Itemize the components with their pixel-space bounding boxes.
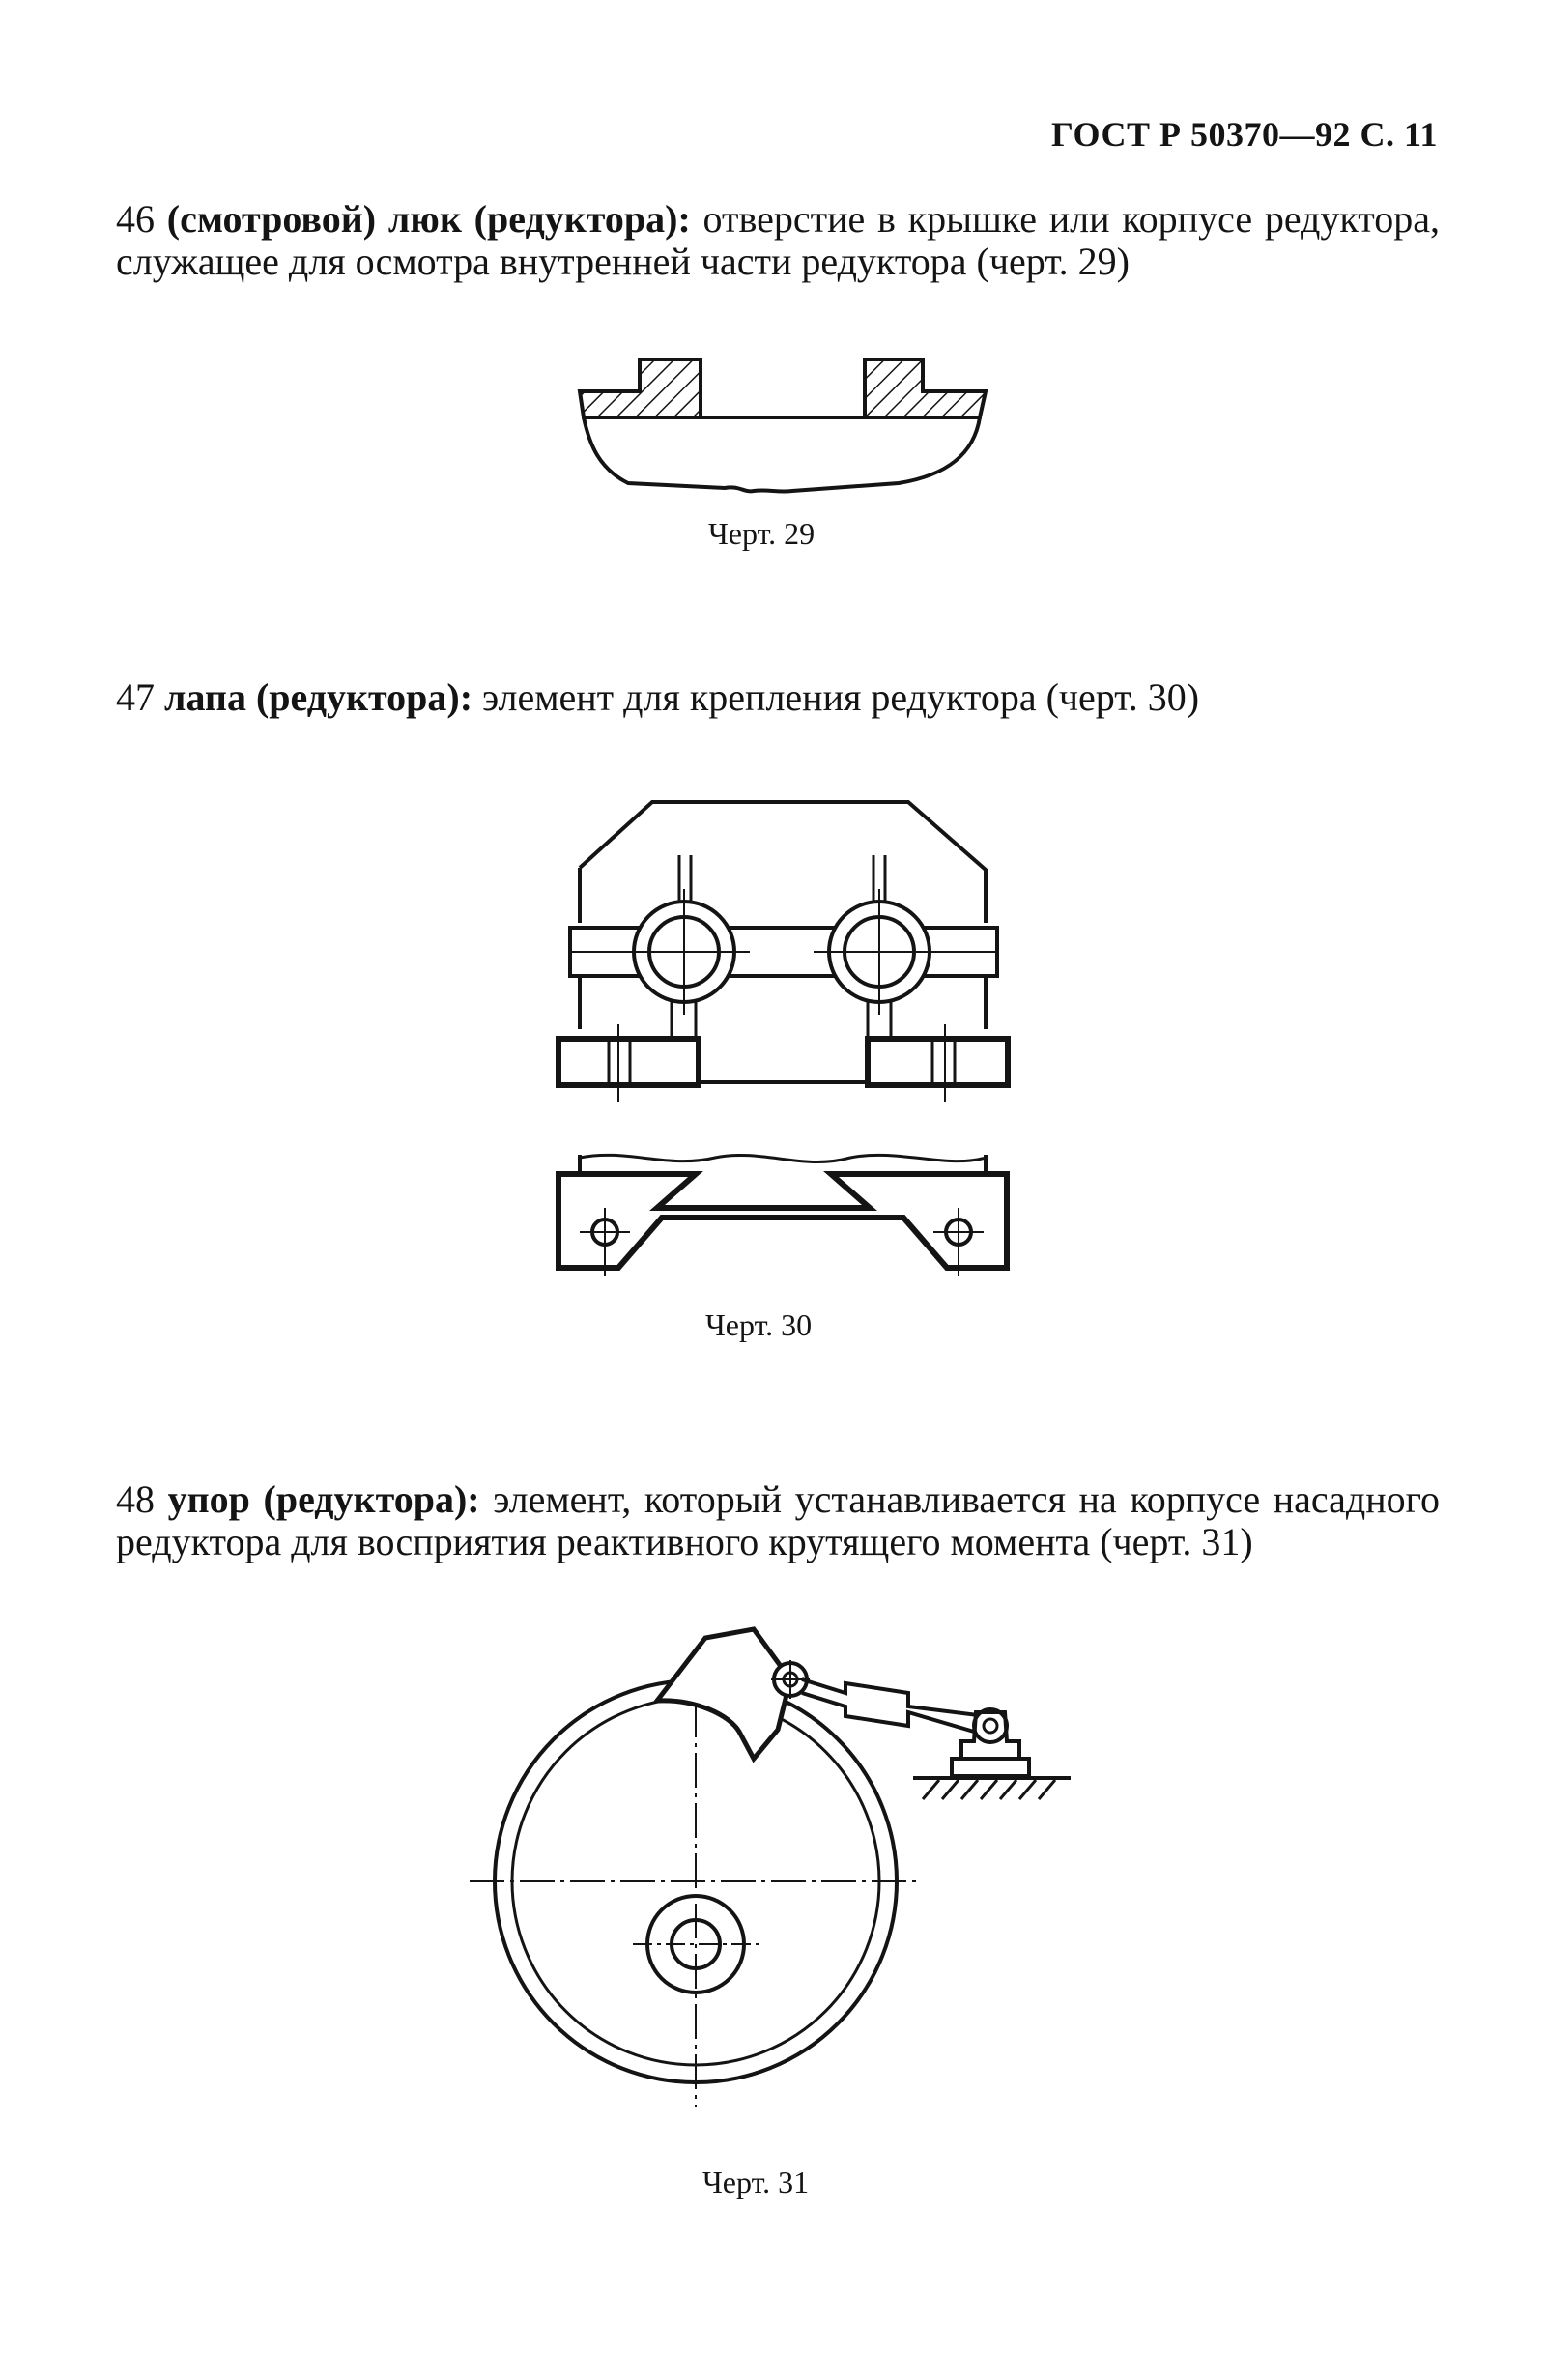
figure-30-caption: Черт. 30 [705, 1307, 813, 1342]
term-47 [116, 676, 1440, 719]
term-title: лапа (редуктора): [164, 675, 473, 719]
figure-29-hatch-drawing [570, 348, 995, 502]
hatch-left-flange [580, 359, 701, 417]
link-rod [802, 1679, 986, 1716]
figure-29-caption: Черт. 29 [708, 516, 816, 551]
term-title: упор (редуктора): [167, 1477, 480, 1521]
plan-wavy-break [580, 1155, 986, 1161]
hatch-body-outline [584, 417, 980, 492]
housing-outline [580, 802, 986, 923]
term-48 [116, 1478, 1440, 1563]
figure-30-foot-drawing [541, 792, 1024, 1295]
figure-31-caption: Черт. 31 [702, 2165, 810, 2199]
term-title: (смотровой) люк (редуктора): [166, 197, 691, 241]
term-definition: отверстие в крышке или корпусе редуктора, служащее для осмотра внутренней части редуктора (черт. 29) [116, 197, 1441, 283]
term-number: 48 [116, 1477, 155, 1521]
page-header: ГОСТ Р 50370—92 С. 11 [1051, 115, 1438, 154]
term-definition: элемент для крепления редуктора (черт. 30) [482, 675, 1200, 719]
term-number: 47 [116, 675, 155, 719]
plan-foot-outline [558, 1174, 1007, 1268]
support-pin [974, 1709, 1007, 1742]
figure-31-torque-arm-drawing [464, 1623, 1082, 2165]
term-46 [116, 198, 1440, 283]
term-definition: элемент, который устанавливается на корпусе насадного редуктора для восприятия реактивного крутящего момента (черт. 31) [116, 1477, 1441, 1563]
hatch-right-flange [865, 359, 986, 417]
term-number: 46 [116, 197, 155, 241]
stop-bracket [657, 1629, 790, 1759]
foot-right [868, 1039, 1008, 1085]
